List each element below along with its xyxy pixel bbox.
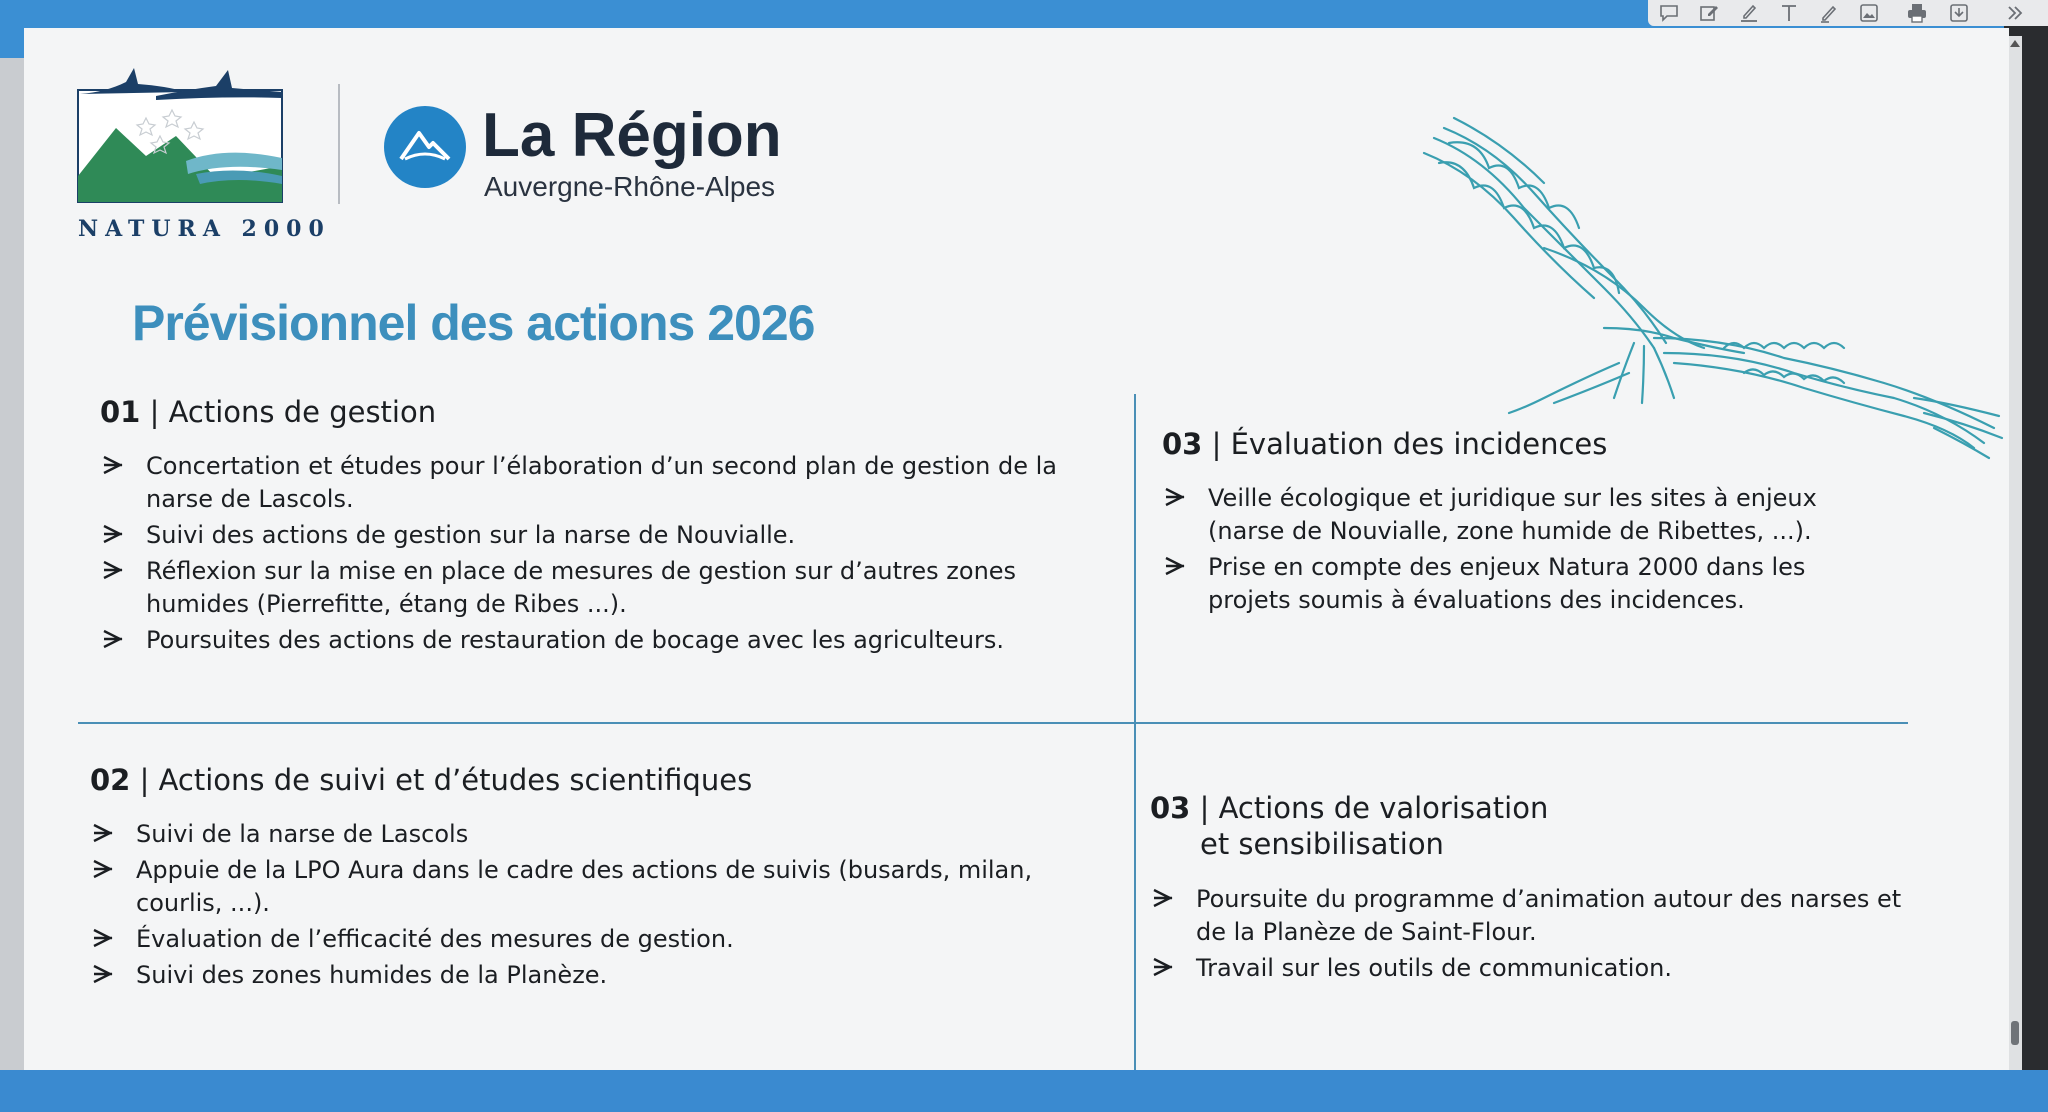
scroll-up-arrow-icon[interactable] [2010,40,2020,47]
list-item: Poursuite du programme d’animation autour des narses et de la Planèze de Saint-Flour. [1150,883,1910,949]
presentation-slide [24,28,2009,1086]
arrow-bullet-icon [100,626,126,652]
image-icon[interactable] [1856,2,1882,24]
arrow-bullet-icon [1150,885,1176,911]
vertical-scrollbar[interactable] [2008,36,2022,1076]
arrow-bullet-icon [100,521,126,547]
arrow-bullet-icon [1162,553,1188,579]
section-heading: 03 | Actions de valorisation [1150,791,1549,825]
arrow-bullet-icon [100,557,126,583]
comment-icon[interactable] [1656,2,1682,24]
arrow-bullet-icon [90,820,116,846]
arrow-bullet-icon [100,452,126,478]
bird-illustration [1404,98,2004,478]
list-item: Travail sur les outils de communication. [1150,952,1910,985]
arrow-bullet-icon [90,961,116,987]
section-actions-suivi [90,762,1110,995]
more-icon[interactable] [2002,2,2028,24]
bullet-list [100,450,1120,657]
list-item: Prise en compte des enjeux Natura 2000 dans les projets soumis à évaluations des incidences. [1162,551,1882,617]
section-actions-gestion [100,394,1120,660]
slide-title: Prévisionnel des actions 2026 [132,295,815,351]
natura-2000-emblem-icon [76,66,284,206]
bullet-list [90,818,1110,992]
list-item: Suivi des zones humides de la Planèze. [90,959,1110,992]
section-heading: 02 | Actions de suivi et d’études scientifiques [90,763,753,797]
list-item: Suivi de la narse de Lascols [90,818,1110,851]
underline-icon[interactable] [1736,2,1762,24]
bullet-list [1162,482,1882,617]
vertical-divider [1134,394,1136,1086]
section-heading: 03 | Évaluation des incidences [1162,427,1608,461]
section-heading-line2: et sensibilisation [1200,827,1444,862]
bullet-list [1150,883,1910,985]
list-item: Veille écologique et juridique sur les sites à enjeux (narse de Nouvialle, zone humide de Ribettes, ...). [1162,482,1882,548]
print-icon[interactable] [1904,2,1930,24]
edit-icon[interactable] [1696,2,1722,24]
list-item: Évaluation de l’efficacité des mesures de gestion. [90,923,1110,956]
section-evaluation-incidences [1162,426,1882,620]
text-icon[interactable] [1776,2,1802,24]
natura-2000-text: NATURA 2000 [78,216,331,242]
section-heading: 01 | Actions de gestion [100,395,437,429]
arrow-bullet-icon [1150,954,1176,980]
list-item: Concertation et études pour l’élaboration d’un second plan de gestion de la narse de Lascols. [100,450,1120,516]
region-subtitle: Auvergne-Rhône-Alpes [484,171,776,202]
pen-icon[interactable] [1816,2,1842,24]
section-actions-valorisation [1150,790,1910,988]
arrow-bullet-icon [90,925,116,951]
natura-2000-logo [76,66,331,246]
save-icon[interactable] [1946,2,1972,24]
mountain-icon [397,127,453,167]
bottom-bar [0,1070,2048,1112]
horizontal-divider [78,722,1908,724]
list-item: Suivi des actions de gestion sur la narse de Nouvialle. [100,519,1120,552]
arrow-bullet-icon [90,856,116,882]
region-logo-mark [384,106,466,188]
scroll-thumb[interactable] [2011,1021,2019,1045]
region-title: La Région [482,101,782,170]
list-item: Appuie de la LPO Aura dans le cadre des actions de suivis (busards, milan, courlis, ...). [90,854,1110,920]
logo-divider [338,84,340,204]
list-item: Réflexion sur la mise en place de mesures de gestion sur d’autres zones humides (Pierrefitte, étang de Ribes ...). [100,555,1120,621]
viewer-toolbar [1648,0,2048,26]
arrow-bullet-icon [1162,484,1188,510]
list-item: Poursuites des actions de restauration de bocage avec les agriculteurs. [100,624,1120,657]
